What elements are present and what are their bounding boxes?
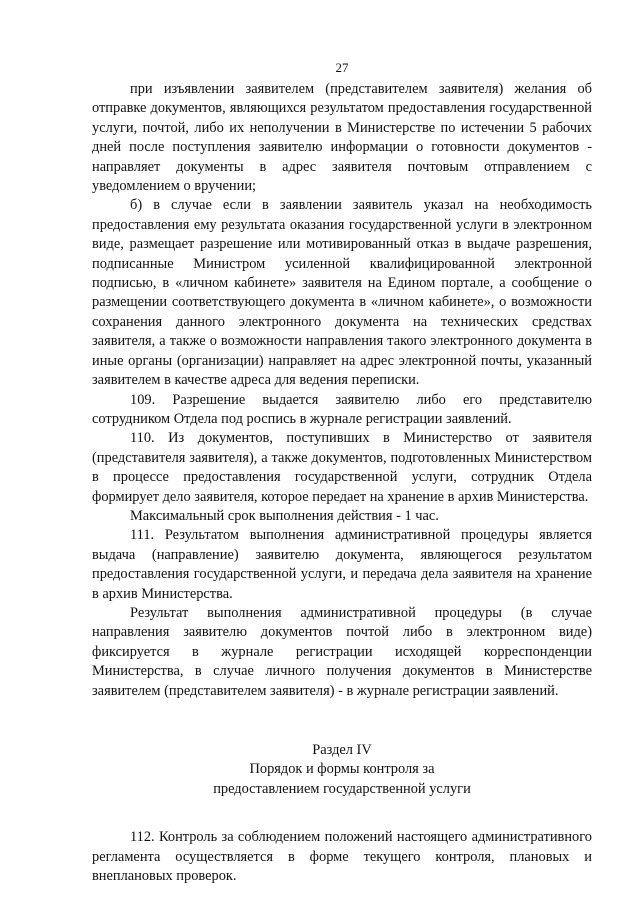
- section-number: Раздел IV: [312, 742, 372, 758]
- paragraph-111: 111. Результатом выполнения административной процедуры является выдача (направление) заявителю документа, являющегося результатом предоставления государственной услуги, и передача дела заявителя на хранение в архив Министерства.: [92, 527, 592, 602]
- paragraph-112: 112. Контроль за соблюдением положений настоящего административного регламента осуществляется в форме текущего контроля, плановых и внеплановых проверок.: [92, 829, 592, 885]
- section-heading: [92, 741, 592, 799]
- paragraph-110: 110. Из документов, поступивших в Министерство от заявителя (представителя заявителя), а также документов, подготовленных Министерством в процессе предоставления государственной услуги, сотрудник Отдела формирует дело заявителя, которое передает на хранение в архив Министерства.: [92, 430, 592, 505]
- paragraph-mail-dispatch: при изъявлении заявителем (представителем заявителя) желания об отправке документов, являющихся результатом предоставления государственной услуги, почтой, либо их неполучении в Министерстве по истечении 5 рабочих дней после поступления заявителю информации о готовности документов - направляет документы в адрес заявителя почтовым отправлением с уведомлением о вручении;: [92, 81, 592, 195]
- section-title-line-2: предоставлением государственной услуги: [213, 780, 471, 797]
- section-title-line-1: Порядок и формы контроля за: [249, 761, 435, 778]
- paragraph-max-duration: Максимальный срок выполнения действия - 1 час.: [130, 507, 439, 524]
- page-number: 27: [335, 60, 349, 75]
- paragraph-result-registration: Результат выполнения административной процедуры (в случае направления заявителю документов почтой либо в электронном виде) фиксируется в журнале регистрации исходящей корреспонденции Министерства, в случае личного получения документов в Министерстве заявителем (представителем заявителя) - в журнале регистрации заявлений.: [92, 604, 592, 699]
- paragraph-electronic-result: б) в случае если в заявлении заявитель указал на необходимость предоставления ему результата оказания государственной услуги в электронном виде, размещает разрешение или мотивированный отказ в выдаче разрешения, подписанные Министром усиленной квалифицированной электронной подписью, в «личном кабинете» заявителя на Едином портале, а сообщение о размещении соответствующего документа в «личном кабинете», о возможности сохранения данного электронного документа на технических средствах заявителя, а также о возможности направления такого электронного документа в иные органы (организации) направляет на адрес электронной почты, указанный заявителем в качестве адреса для ведения переписки.: [92, 197, 592, 389]
- paragraph-109: 109. Разрешение выдается заявителю либо его представителю сотрудником Отдела под роспись в журнале регистрации заявлений.: [92, 391, 592, 427]
